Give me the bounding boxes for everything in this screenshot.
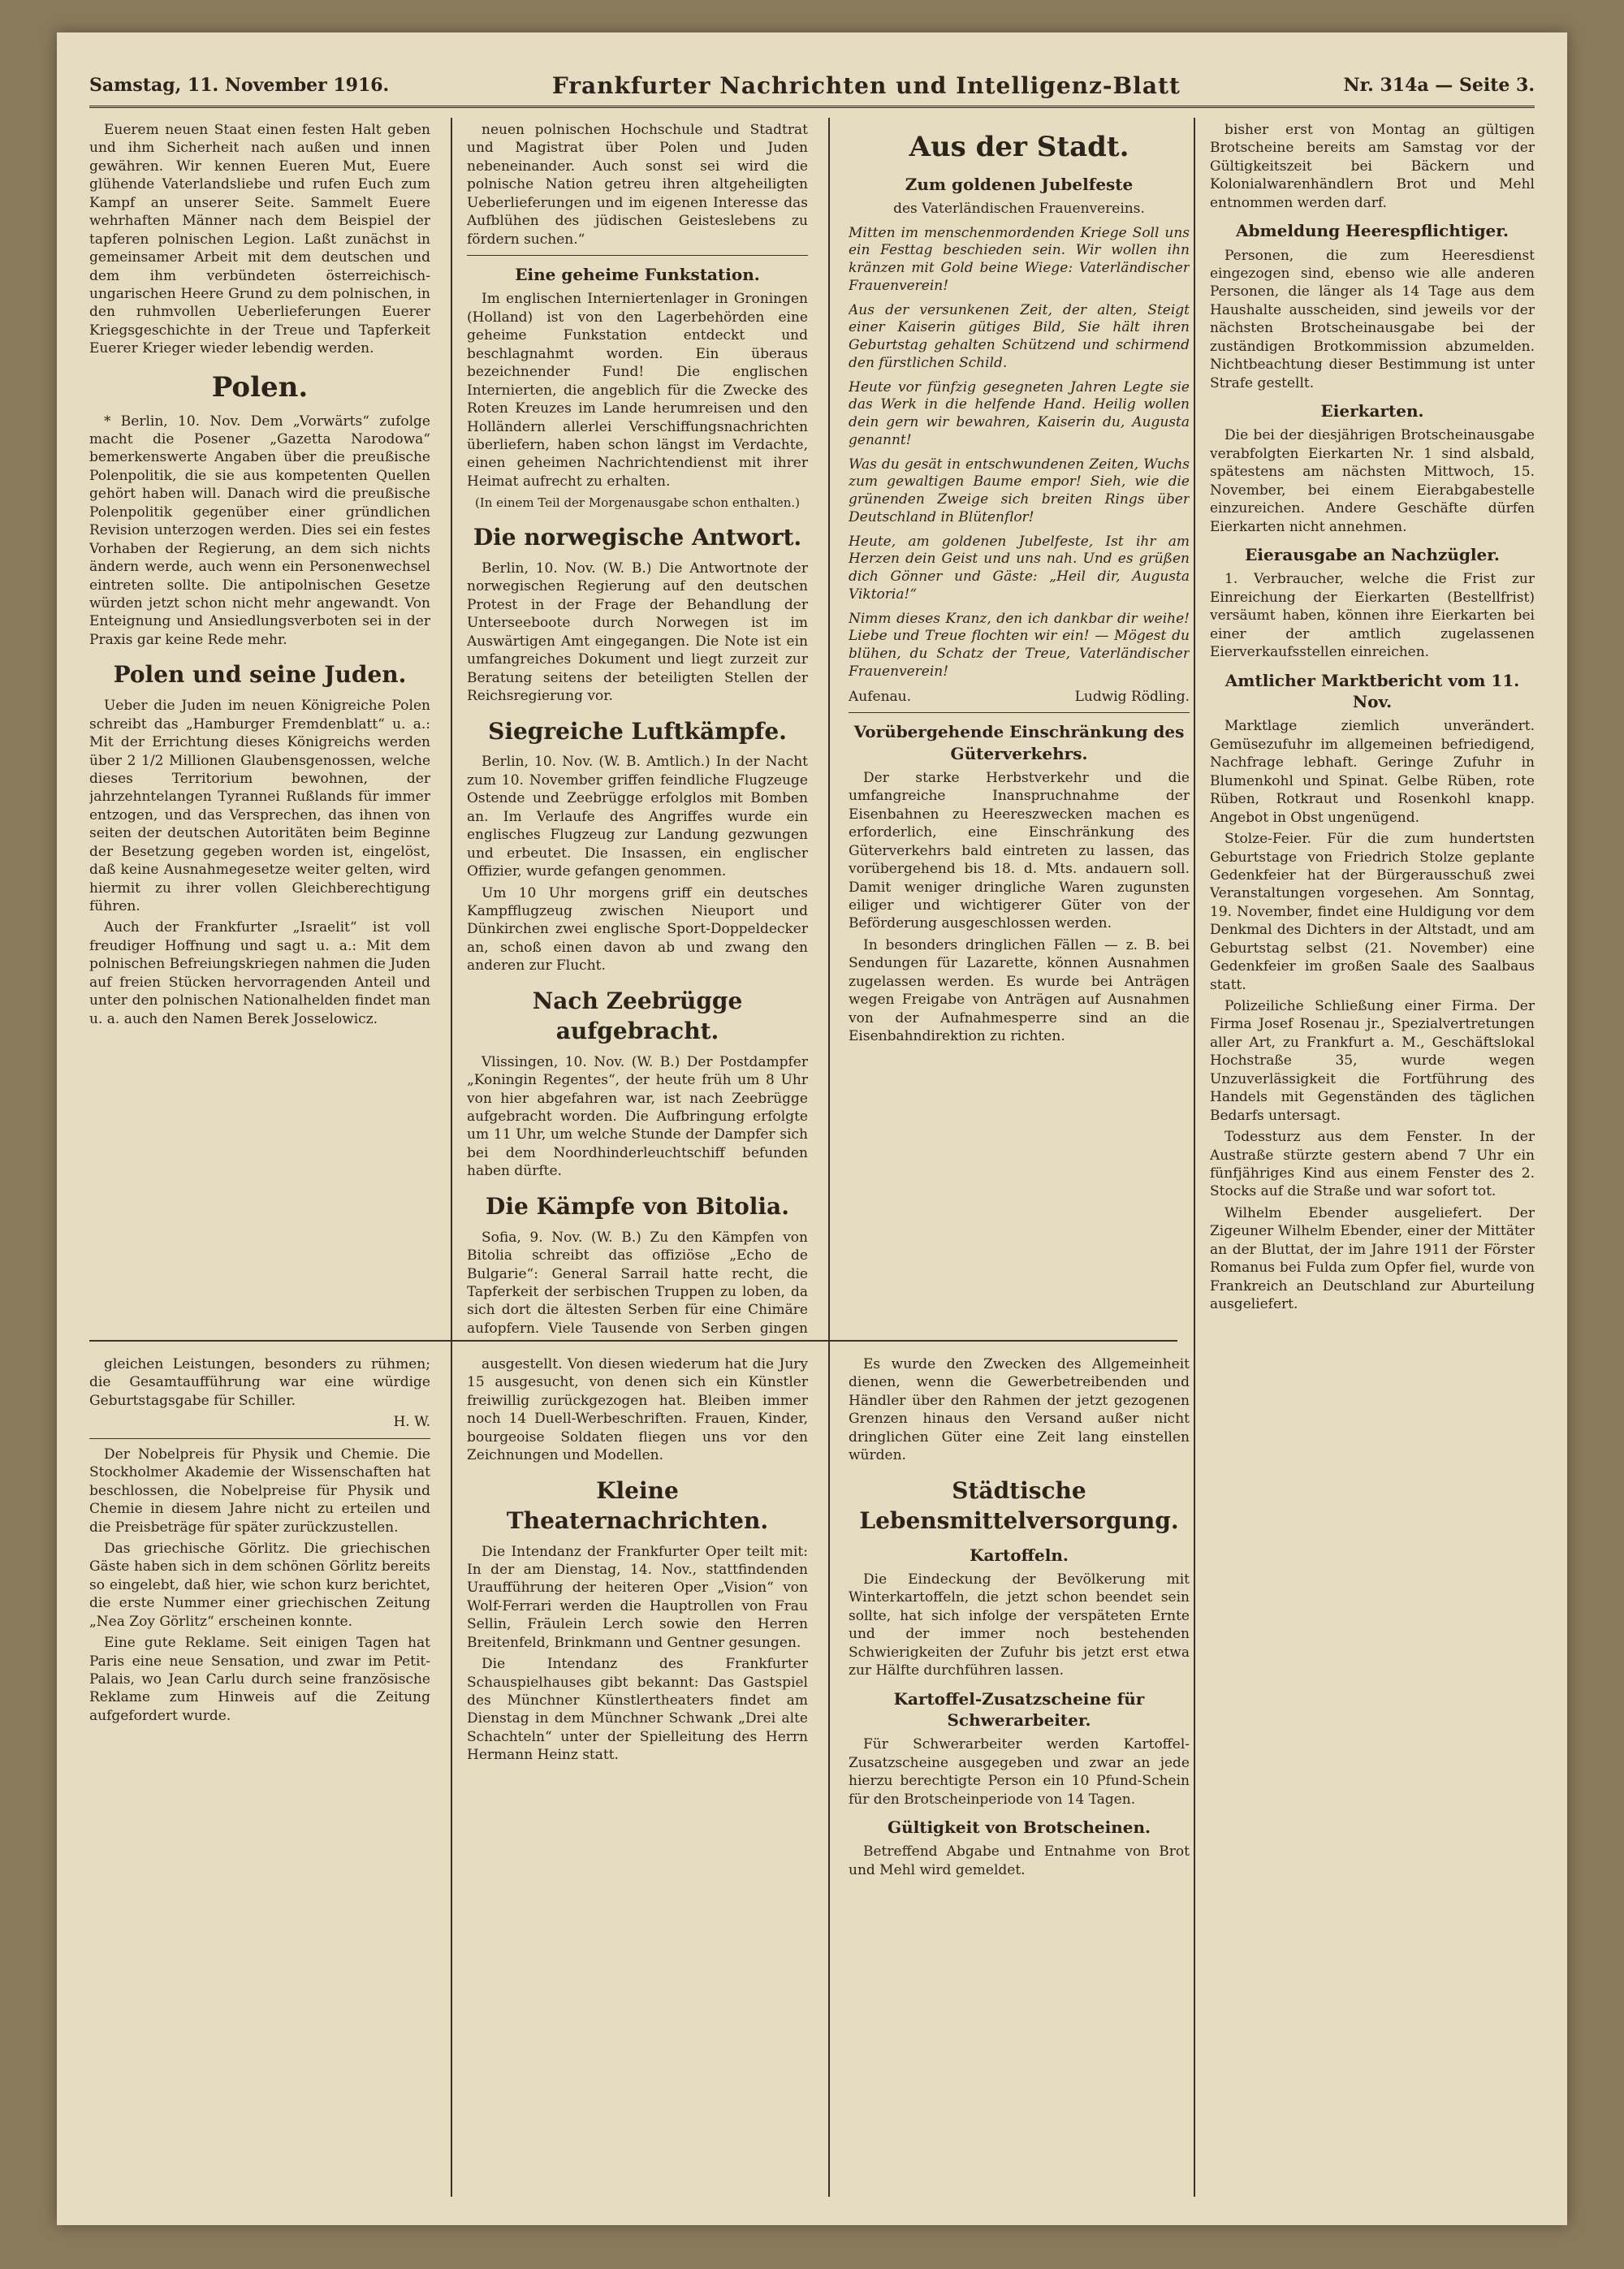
- poem-stanza: Mitten im menschenmordenden Kriege Soll uns ein Festtag beschieden sein. Wir wollen ihn kränzen mit Gold beine Wiege: Vaterländischer Frauenverein!: [849, 224, 1190, 294]
- article-text: Euerem neuen Staat einen festen Halt geben und ihm Sicherheit nach außen und innen gewähren. Wir kennen Eueren Mut, Euere glühende Vaterlandsliebe und rufen Euch zum Kampf an unserer Seite. Sammelt Euere wehrhaften Männer nach dem Beispiel der tapferen polnischen Legion. Laßt zunächst in gemeinsamer Arbeit mit dem deutschen und dem ihm verbündeten österreichisch-ungarischen Heere Grund zu dem polnischen, in den ruhmvollen Ueberlieferungen Euerer Kriegsgeschichte in der Treue und Tapferkeit Euerer Krieger wieder lebendig werden.: [89, 122, 430, 357]
- signature-name: Ludwig Rödling.: [1074, 688, 1190, 705]
- article-text: Personen, die zum Heeresdienst eingezogen sind, ebenso wie alle anderen Personen, die länger als 14 Tage aus dem Haushalte ausscheiden, sind jeweils vor der nächsten Brotscheinausgabe bei der zuständigen Brotkommission abzumelden. Nichtbeachtung dieser Bestimmung ist unter Strafe gestellt.: [1210, 247, 1535, 391]
- lower-column-2: [467, 1352, 808, 2197]
- headline-kartoffeln: Kartoffeln.: [970, 1545, 1069, 1565]
- article-text: In besonders dringlichen Fällen — z. B. bei Sendungen für Lazarette, können Ausnahmen zugelassen werden. Es wurde bei Anträgen wegen Freigabe von Anträgen auf Ausnahmen von der Aufnahmesperre sind an die Eisenbahndirektion zu richten.: [849, 936, 1190, 1045]
- article-text: Marktlage ziemlich unverändert. Gemüsezufuhr im allgemeinen befriedigend, Nachfrage lebhaft. Geringe Zufuhr in Blumenkohl und Spinat. Gelbe Rüben, rote Rüben, Rotkraut und Rosenkohl knapp. Angebot in Obst ungenügend.: [1210, 718, 1535, 826]
- poem-stanza: Aus der versunkenen Zeit, der alten, Steigt einer Kaiserin gütiges Bild, Sie hält ihren Geburtstag gehalten Schützend und schirmend den fürstlichen Schild.: [849, 301, 1190, 371]
- headline-norwegische-antwort: Die norwegische Antwort.: [473, 524, 802, 551]
- article-text: Um 10 Uhr morgens griff ein deutsches Kampfflugzeug zwischen Nieuport und Dünkirchen zwei englische Sport-Doppeldecker an, schoß einen davon ab und zwang den anderen zur Flucht.: [467, 884, 808, 975]
- headline-bitolia: Die Kämpfe von Bitolia.: [486, 1192, 789, 1220]
- poem-stanza: Heute, am goldenen Jubelfeste, Ist ihr am Herzen dein Geist und uns nah. Und es grüßen dich Gönner und Gäste: „Heil dir, Augusta Viktoria!“: [849, 533, 1190, 603]
- signature-place: Aufenau.: [849, 688, 912, 705]
- headline-aus-der-stadt: Aus der Stadt.: [909, 131, 1129, 163]
- column-1: [89, 118, 430, 1336]
- headline-gueterverkehr: Vorübergehende Einschränkung des Güterverkehrs.: [853, 722, 1185, 763]
- headline-zusatzscheine: Kartoffel-Zusatzscheine für Schwerarbeiter.: [893, 1688, 1145, 1730]
- article-text: Im englischen Interniertenlager in Groningen (Holland) ist von den Lagerbehörden eine geheime Funkstation entdeckt und beschlagnahmt worden. Ein überaus bezeichnender Fund! Die englischen Internierten, die angeblich für die Zwecke des Roten Kreuzes im Lande herumreisen und den Holländern allerlei Verschiffungsnachrichten überliefern, haben schon längst im Verdachte, einen geheimen Nachrichtendienst mit ihrer Heimat aufrecht zu erhalten.: [467, 291, 808, 490]
- article-text: Es wurde den Zwecken des Allgemeinheit dienen, wenn die Gewerbetreibenden und Händler über den Rahmen der jetzt gezogenen Grenzen hinaus den Versand außer nicht dringlichen Güter eine Zeit lang einstellen würden.: [849, 1356, 1190, 1464]
- article-text: Der starke Herbstverkehr und die umfangreiche Inanspruchnahme der Eisenbahnen zu Heereszwecken machen es erforderlich, eine Einschränkung des Güterverkehrs bald eintreten zu lassen, das vorübergehend bis 18. d. Mts. andauern soll. Damit weniger dringliche Waren zugunsten eiliger und wichtigerer Güter von der Beförderung ausgeschlossen werden.: [849, 769, 1190, 932]
- section-divider: [89, 1340, 1177, 1342]
- article-text: Polizeiliche Schließung einer Firma. Der Firma Josef Rosenau jr., Spezialvertretungen aller Art, zu Frankfurt a. M., Geschäftslokal Hochstraße 35, wurde wegen Unzuverlässigkeit die Fortführung des Handels mit Gegenständen des täglichen Bedarfs untersagt.: [1210, 998, 1535, 1124]
- newspaper-page: [57, 32, 1567, 2225]
- article-text: Das griechische Görlitz. Die griechischen Gäste haben sich in dem schönen Görlitz bereits so eingelebt, daß hier, wie schon kurz berichtet, die erste Nummer einer griechischen Zeitung „Nea Zoy Görlitz“ erscheinen konnte.: [89, 1540, 430, 1630]
- issue-date: Samstag, 11. November 1916.: [89, 75, 390, 96]
- article-text: Der Nobelpreis für Physik und Chemie. Die Stockholmer Akademie der Wissenschaften hat beschlossen, die Nobelpreise für Physik und Chemie in diesem Jahre nicht zu erteilen und die Preisbeträge für später zurückzustellen.: [89, 1446, 430, 1536]
- headline-polen-juden: Polen und seine Juden.: [113, 661, 407, 689]
- edition-note: (In einem Teil der Morgenausgabe schon enthalten.): [474, 495, 801, 511]
- subheadline: des Vaterländischen Frauenvereins.: [893, 201, 1145, 218]
- headline-nachzuegler: Eierausgabe an Nachzügler.: [1245, 545, 1500, 565]
- article-text: neuen polnischen Hochschule und Stadtrat und Magistrat über Polen und Juden nebeneinander. Auch sonst sei wird die polnische Nation getreu ihren altgeheiligten Ueberlieferungen und im eigenen Interesse das Aufblühen des jüdischen Geisteslebens zu fördern suchen.“: [467, 122, 808, 248]
- article-text: 1. Verbraucher, welche die Frist zur Einreichung der Eierkarten (Bestellfrist) versäumt haben, können ihre Eierkarten bei einer der amtlich zugelassenen Eierverkaufsstellen einreichen.: [1210, 571, 1535, 661]
- headline-jubelfeste: Zum goldenen Jubelfeste: [905, 174, 1134, 194]
- headline-brotscheine: Gültigkeit von Brotscheinen.: [888, 1817, 1151, 1838]
- lower-column-1: [89, 1352, 430, 2197]
- poem-stanza: Heute vor fünfzig gesegneten Jahren Legte sie das Werk in die helfende Hand. Heilig wollen dein gern wir bewahren, Kaiserin du, Augusta genannt!: [849, 378, 1190, 448]
- headline-funkstation: Eine geheime Funkstation.: [515, 265, 760, 285]
- headline-polen: Polen.: [211, 370, 309, 404]
- headline-lebensmittelversorgung: Städtische Lebensmittelversorgung.: [859, 1476, 1179, 1534]
- headline-luftkaempfe: Siegreiche Luftkämpfe.: [488, 717, 787, 745]
- issue-number: Nr. 314a — Seite 3.: [1343, 75, 1535, 96]
- headline-zeebruegge: Nach Zeebrügge aufgebracht.: [532, 987, 743, 1044]
- article-text: gleichen Leistungen, besonders zu rühmen; die Gesamtaufführung war eine würdige Geburtstagsgabe für Schiller.: [89, 1356, 430, 1409]
- article-text: Ueber die Juden im neuen Königreiche Polen schreibt das „Hamburger Fremdenblatt“ u. a.: Mit der Errichtung dieses Königreichs werden über 2 1/2 Millionen Glaubensgenossen, welche dieses Territorium bewohnen, der jahrzehntelangen Tyrannei Rußlands für immer entzogen, und das Versprechen, das ihnen von seiten der deutschen Autoritäten beim Beginne der Besetzung gegeben worden ist, eingelöst, daß keine Ausnahmegesetze weiter gelten, wird hiermit zu ihrer vollen Gleichberechtigung führen.: [89, 698, 430, 915]
- masthead: [89, 65, 1535, 108]
- newspaper-title: Frankfurter Nachrichten und Intelligenz-Blatt: [551, 71, 1181, 99]
- article-text: Sofia, 9. Nov. (W. B.) Zu den Kämpfen von Bitolia schreibt das offiziöse „Echo de Bulgarie“: General Sarrail hatte recht, die Tapferkeit der serbischen Truppen zu loben, da sich dort die ältesten Serben für eine Chimäre aufopfern. Viele Tausende von Serben gingen: [467, 1229, 808, 1336]
- article-text: Berlin, 10. Nov. (W. B. Amtlich.) In der Nacht zum 10. November griffen feindliche Flugzeuge Ostende und Zeebrügge erfolglos mit Bomben an. Im Verlaufe des Angriffes wurde ein englisches Flugzeug zur Landung gezwungen und erbeutet. Die Insassen, ein englischer Offizier, wurde gefangen genommen.: [467, 754, 808, 880]
- article-text: * Berlin, 10. Nov. Dem „Vorwärts“ zufolge macht die Posener „Gazetta Narodowa“ bemerkenswerte Angaben über die preußische Polenpolitik, die sie aus kompetenten Quellen gehört haben will. Danach wird die preußische Polenpolitik gegenüber einer gründlichen Revision unterzogen werden. Dies sei ein festes Vorhaben der Regierung, an dem sich nichts ändern werde, auch wenn ein Personenwechsel eintreten sollte. Die antipolnischen Gesetze würden jetzt schon nicht mehr angewandt. Von Enteignung und Ansiedlungsverboten sei in der Praxis gar keine Rede mehr.: [89, 413, 430, 648]
- headline-theaternachrichten: Kleine Theaternachrichten.: [506, 1476, 769, 1534]
- rule: [89, 1438, 430, 1439]
- article-text: Stolze-Feier. Für die zum hundertsten Geburtstage von Friedrich Stolze geplante Gedenkfeier hat der Bürgerausschuß zwei Veranstaltungen vorgesehen. Am Sonntag, 19. November, findet eine Huldigung vor dem Denkmal des Dichters in der Altstadt, und am Geburtstag selbst (21. November) eine Gedenkfeier im großen Saale des Saalbaus statt.: [1210, 831, 1535, 993]
- article-text: Für Schwerarbeiter werden Kartoffel-Zusatzscheine ausgegeben und zwar an jede hierzu berechtigte Person ein 10 Pfund-Schein für den Brotscheinperiode von 14 Tagen.: [849, 1736, 1190, 1808]
- article-text: Die Intendanz des Frankfurter Schauspielhauses gibt bekannt: Das Gastspiel des Münchner Künstlertheaters findet am Dienstag in dem Münchner Schwank „Drei alte Schachteln“ unter der Spielleitung des Herrn Hermann Heinz statt.: [467, 1656, 808, 1764]
- column-divider: [1194, 118, 1195, 2197]
- poem: [849, 225, 1190, 681]
- article-text: Berlin, 10. Nov. (W. B.) Die Antwortnote der norwegischen Regierung auf den deutschen Protest in der Frage der Behandlung der Unterseeboote durch Norwegen ist im Auswärtigen Amt eingegangen. Die Note ist ein umfangreiches Dokument und liegt zurzeit zur Beratung seitens der beteiligten Stellen der Reichsregierung vor.: [467, 560, 808, 705]
- article-text: Wilhelm Ebender ausgeliefert. Der Zigeuner Wilhelm Ebender, einer der Mittäter an der Bluttat, der im Jahre 1911 der Förster Romanus bei Fulda zum Opfer fiel, wurde von Frankreich an Deutschland zur Aburteilung ausgeliefert.: [1210, 1204, 1535, 1313]
- column-divider: [828, 118, 830, 2197]
- rule: [467, 255, 808, 256]
- poem-signature: [849, 688, 1190, 706]
- article-text: Die bei der diesjährigen Brotscheinausgabe verabfolgten Eierkarten Nr. 1 sind alsbald, spätestens am nächsten Mittwoch, 15. November, bei einem Eierabgabestelle einzureichen. Andere Geschäfte dürfen Eierkarten nicht annehmen.: [1210, 427, 1535, 535]
- headline-marktbericht: Amtlicher Marktbericht vom 11. Nov.: [1224, 670, 1520, 712]
- article-text: Betreffend Abgabe und Entnahme von Brot und Mehl wird gemeldet.: [849, 1843, 1190, 1878]
- article-text: Todessturz aus dem Fenster. In der Austraße stürzte gestern abend 7 Uhr ein fünfjähriges Kind aus einem Fenster des 2. Stocks auf die Straße und war sofort tot.: [1210, 1129, 1535, 1200]
- headline-heerespflichtige: Abmeldung Heerespflichtiger.: [1236, 221, 1509, 241]
- poem-stanza: Was du gesät in entschwundenen Zeiten, Wuchs zum gewaltigen Baume empor! Sieh, wie die grünenden Zweige sich breiten Rings über Deutschland in Blütenflor!: [849, 456, 1190, 525]
- column-4: [1210, 118, 1535, 2197]
- column-divider: [451, 118, 452, 2197]
- column-3: [849, 118, 1190, 1336]
- headline-eierkarten: Eierkarten.: [1320, 401, 1424, 421]
- article-text: ausgestellt. Von diesen wiederum hat die Jury 15 ausgesucht, von denen sich ein Künstler freiwillig zurückgezogen hat. Bleiben immer noch 14 Duell-Werbeschriften. Frauen, Kinder, bourgeoise Soldaten fliegen uns vor den Zeichnungen und Modellen.: [467, 1356, 808, 1464]
- article-text: Vlissingen, 10. Nov. (W. B.) Der Postdampfer „Koningin Regentes“, der heute früh um 8 Uhr von hier abgefahren war, ist nach Zeebrügge aufgebracht worden. Die Aufbringung erfolgte um 11 Uhr, um welche Stunde der Dampfer sich bei dem Noordhinderleuchtschiff befunden haben dürfte.: [467, 1053, 808, 1180]
- article-text: Auch der Frankfurter „Israelit“ ist voll freudiger Hoffnung und sagt u. a.: Mit dem polnischen Befreiungskriegen nahmen die Juden auf freien Stücken hervorragenden Anteil und unter den polnischen Nationalhelden findet man u. a. auch den Namen Berek Josselowicz.: [89, 919, 430, 1027]
- rule: [849, 712, 1190, 713]
- article-text: Die Eindeckung der Bevölkerung mit Winterkartoffeln, die jetzt schon beendet sein sollte, hat sich infolge der verspäteten Ernte und der immer noch bestehenden Schwierigkeiten der Zufuhr bis jetzt erst etwa zur Hälfte durchführen lassen.: [849, 1571, 1190, 1679]
- signature: H. W.: [393, 1414, 430, 1431]
- column-2: [467, 118, 808, 1336]
- article-text: Eine gute Reklame. Seit einigen Tagen hat Paris eine neue Sensation, und zwar im Petit-Palais, wo Jean Carlu durch seine französische Reklame zum Hinweis auf die Zeitung aufgefordert wurde.: [89, 1635, 430, 1724]
- article-text: bisher erst von Montag an gültigen Brotscheine bereits am Samstag vor der Gültigkeitszeit bei Bäckern und Kolonialwarenhändlern Brot und Mehl entnommen werden darf.: [1210, 122, 1535, 211]
- article-text: Die Intendanz der Frankfurter Oper teilt mit: In der am Dienstag, 14. Nov., stattfindenden Uraufführung der heiteren Oper „Vision“ von Wolf-Ferrari werden die Hauptrollen von Frau Sellin, Fräulein Lerch sowie den Herren Breitenfeld, Brinkmann und Gentner gesungen.: [467, 1543, 808, 1651]
- lower-column-3: [849, 1352, 1190, 2197]
- poem-stanza: Nimm dieses Kranz, den ich dankbar dir weihe! Liebe und Treue flochten wir ein! — Mögest du blühen, du Schatz der Treue, Vaterländischer Frauenverein!: [849, 610, 1190, 680]
